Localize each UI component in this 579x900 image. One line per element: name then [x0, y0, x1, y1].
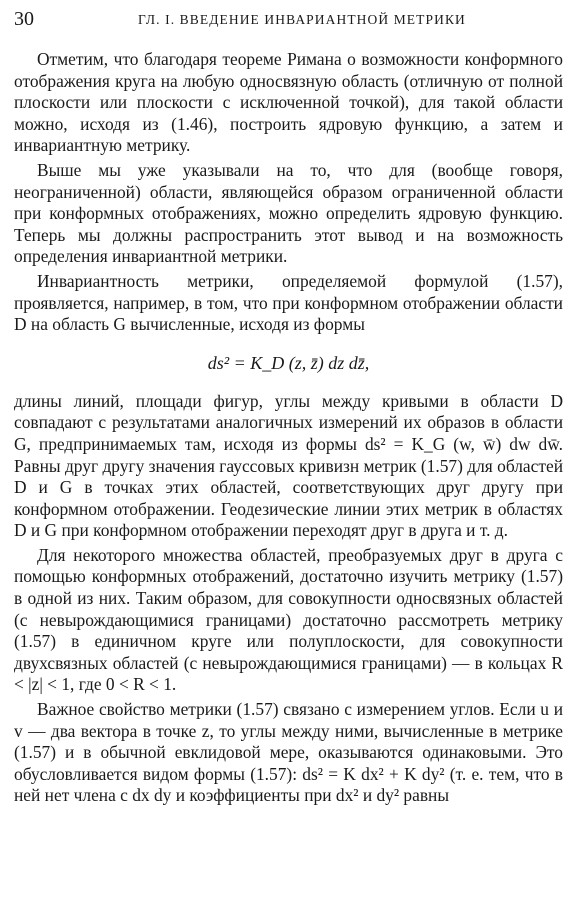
- running-head: ГЛ. I. ВВЕДЕНИЕ ИНВАРИАНТНОЙ МЕТРИКИ: [138, 12, 466, 27]
- paragraph-riemann-theorem: Отметим, что благодаря теореме Римана о возможности конформного отображения круга на любую односвязную область (отличную от полной плоскости или плоскости с исключенной точкой), для такой области можно, исходя из (1.46), построить ядровую функцию, а затем и инвариантную метрику.: [14, 49, 563, 156]
- paragraph-metric-invariance: Инвариантность метрики, определяемой формулой (1.57), проявляется, например, в том, что при конформном отображении области D на область G вычисленные, исходя из формы: [14, 270, 563, 335]
- paragraph-kernel-function: Выше мы уже указывали на то, что для (вообще говоря, неограниченной) области, являющейся образом ограниченной области при конформных отображениях, можно определить ядровую функцию. Теперь мы должны распространить этот вывод и на возможность определения инвариантной метрики.: [14, 159, 563, 267]
- paragraph-angle-property: Важное свойство метрики (1.57) связано с измерением углов. Если u и v — два вектора в точке z, то углы между ними, вычисленные в метрике (1.57) и в обычной евклидовой мере, оказываются одинаковыми. Это обусловливается видом формы (1.57): ds² = K dx² + K dy² (т. е. тем, что в ней нет члена с dx dy и коэффициенты при dx² и dy² равны: [14, 699, 563, 806]
- page-number: 30: [14, 8, 34, 30]
- display-formula: ds² = K_D (z, z̄) dz dz̄,: [207, 352, 370, 373]
- paragraph-domain-classes: Для некоторого множества областей, преобразуемых друг в друга с помощью конформных отображений, достаточно изучить метрику (1.57) в одной из них. Таким образом, для совокупности односвязных областей (с невырождающимися границами) достаточно рассмотреть метрику (1.57) в единичном круге или полуплоскости, для совокупности двухсвязных областей (с невырождающимися границами) — в кольцах R < |z| < 1, где 0 < R < 1.: [14, 544, 563, 695]
- page-body: [14, 49, 563, 807]
- paragraph-measurements: длины линий, площади фигур, углы между кривыми в области D совпадают с результатами аналогичных измерений их образов в области G, предпринимаемых там, исходя из формы ds² = K_G (w, w̄) dw dw̄. Равны друг другу значения гауссовых кривизн метрик (1.57) для областей D и G в точках этих областей, соответствующих друг другу при конформном отображении. Геодезические линии этих метрик в областях D и G при конформном отображении переходят друг в друга и т. д.: [14, 390, 563, 541]
